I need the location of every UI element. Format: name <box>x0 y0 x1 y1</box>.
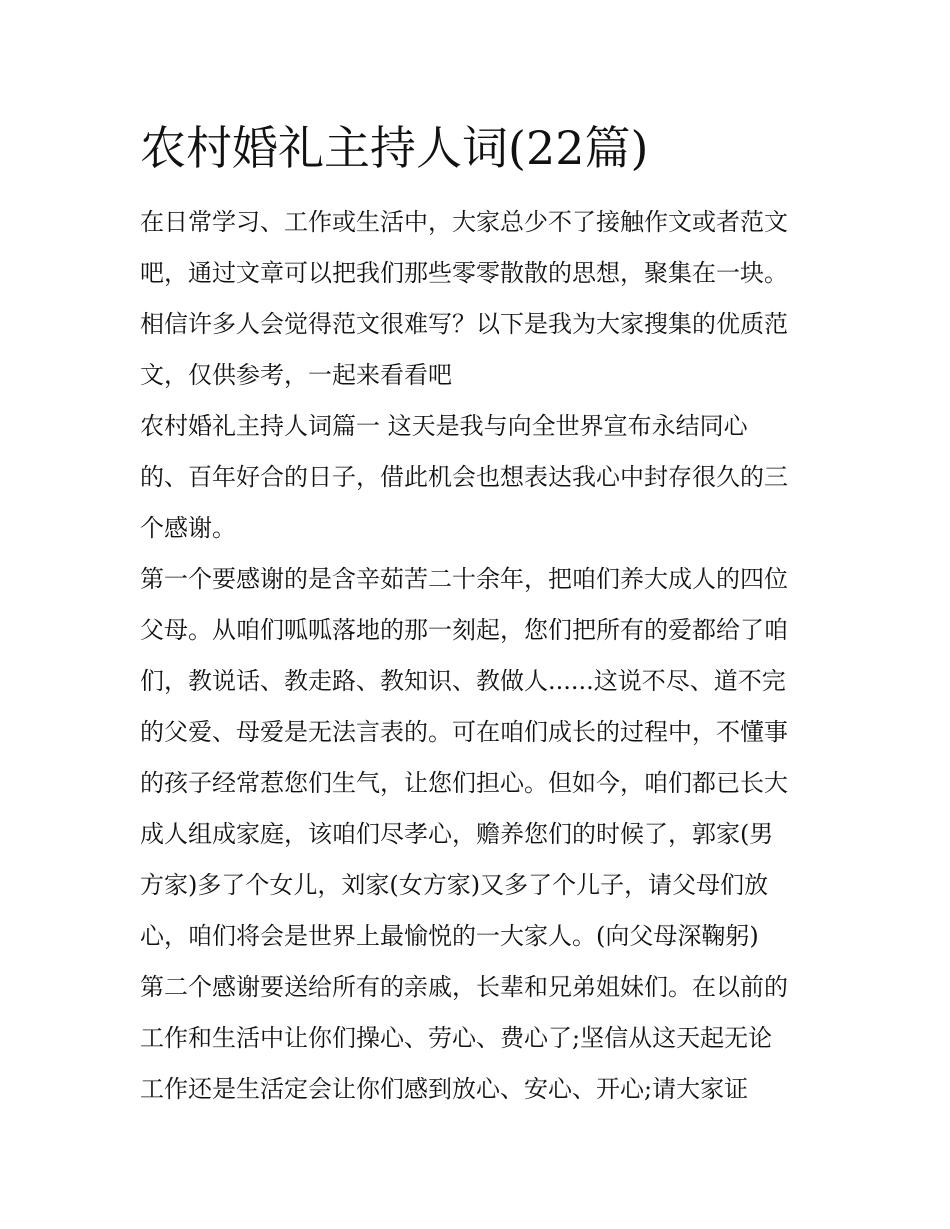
text-line: 在日常学习、工作或生活中，大家总少不了接触作文或者范文 <box>140 208 788 236</box>
text-line: 心，咱们将会是世界上最愉悦的一大家人。(向父母深鞠躬) <box>140 922 759 950</box>
text-line: 工作还是生活定会让你们感到放心、安心、开心;请大家证 <box>140 1075 749 1103</box>
text-line: 的父爱、母爱是无法言表的。可在咱们成长的过程中，不懂事 <box>140 718 788 746</box>
text-line: 工作和生活中让你们操心、劳心、费心了;坚信从这天起无论 <box>140 1024 773 1052</box>
text-line: 的、百年好合的日子，借此机会也想表达我心中封存很久的三 <box>140 463 788 491</box>
text-line: 第二个感谢要送给所有的亲戚，长辈和兄弟姐妹们。在以前的 <box>140 973 788 1001</box>
text-line: 相信许多人会觉得范文很难写？以下是我为大家搜集的优质范 <box>140 310 788 338</box>
document-body <box>140 197 820 1115</box>
document-title: 农村婚礼主持人词(22篇) <box>140 121 649 175</box>
text-line: 方家)多了个女儿，刘家(女方家)又多了个儿子，请父母们放 <box>140 871 769 899</box>
text-line: 的孩子经常惹您们生气，让您们担心。但如今，咱们都已长大 <box>140 769 788 797</box>
text-line: 第一个要感谢的是含辛茹苦二十余年，把咱们养大成人的四位 <box>140 565 788 593</box>
text-line: 文，仅供参考，一起来看看吧 <box>140 361 452 389</box>
text-line: 农村婚礼主持人词篇一 这天是我与向全世界宣布永结同心 <box>140 412 748 440</box>
text-line: 吧，通过文章可以把我们那些零零散散的思想，聚集在一块。 <box>140 259 788 287</box>
text-line: 父母。从咱们呱呱落地的那一刻起，您们把所有的爱都给了咱 <box>140 616 788 644</box>
text-line: 们，教说话、教走路、教知识、教做人......这说不尽、道不完 <box>140 667 786 695</box>
text-line: 成人组成家庭，该咱们尽孝心，赡养您们的时候了，郭家(男 <box>140 820 774 848</box>
text-line: 个感谢。 <box>140 514 236 542</box>
